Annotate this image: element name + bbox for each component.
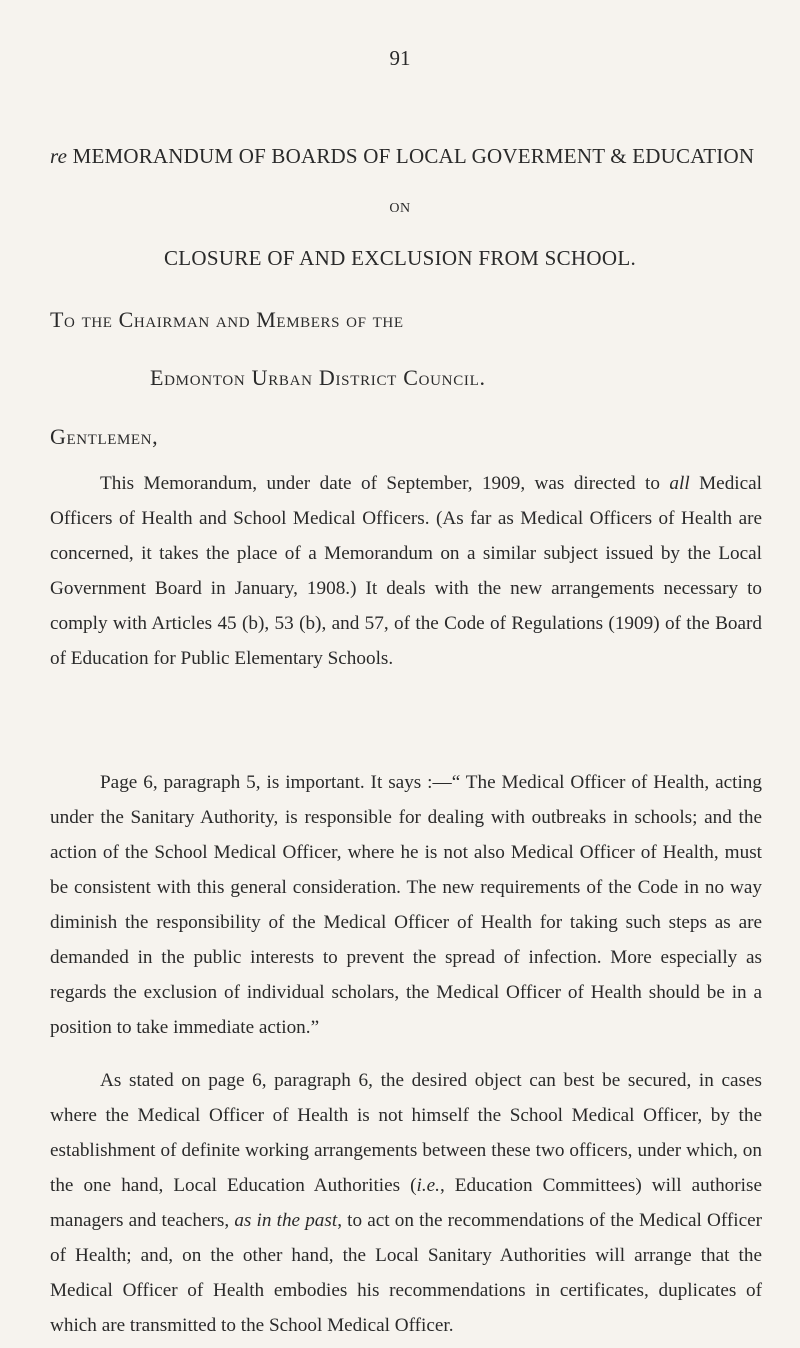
title-prefix-re: re — [50, 144, 68, 168]
addressee-line-2: Edmonton Urban District Council. — [150, 365, 486, 390]
paragraph-3-text-c: , Education Committees) will authorise managers and teachers, — [50, 1175, 762, 1231]
paragraph-3-emphasis-as-in-the-past: as in the past — [234, 1210, 338, 1231]
paragraph-3-text-e: , to act on the recommendations of the Medical Officer of Health; and, on the other hand, the Local Sanitary Authorities will arrange that the Medical Officer of Health embodies his recommendations in certificates, duplicates of which are transmitted to the School Medical Officer. — [50, 1210, 763, 1336]
paragraph-3 — [50, 1063, 762, 1343]
page-number: 91 — [389, 46, 411, 70]
paragraph-1-emphasis-all: all — [669, 473, 690, 494]
paragraph-2: Page 6, paragraph 5, is important. It says :—“ The Medical Officer of Health, acting under the Sanitary Authority, is responsible for dealing with outbreaks in schools; and the action of the School Medical Officer, where he is not also Medical Officer of Health, must be consistent with this general consideration. The new requirements of the Code in no way diminish the responsibility of the Medical Officer of Health for taking such steps as are demanded in the public interests to prevent the spread of infection. More especially as regards the exclusion of individual scholars, the Medical Officer of Health should be in a position to take immediate action.” — [50, 772, 762, 1038]
paragraph-3-text-a: As stated on page 6, paragraph 6, the desired object can best be secured, in cases where the Medical Officer of Health is not himself the School Medical Officer, by the establishment of definite working arrangements between these two officers, under which, on the one hand, Local Education Authorities ( — [50, 1070, 762, 1196]
salutation: Gentlemen, — [50, 424, 159, 449]
title-text: MEMORANDUM OF BOARDS OF LOCAL GOVERMENT & EDUCATION — [72, 144, 755, 168]
paragraph-3-emphasis-ie: i.e. — [416, 1175, 440, 1196]
paragraph-1-text-a: This Memorandum, under date of September, 1909, was directed to — [100, 473, 670, 494]
title-connector-on: ON — [389, 201, 411, 216]
memorandum-subtitle: CLOSURE OF AND EXCLUSION FROM SCHOOL. — [164, 246, 636, 270]
paragraph-1 — [50, 466, 762, 676]
addressee-line-1: To the Chairman and Members of the — [50, 307, 404, 332]
paragraph-1-text-c: Medical Officers of Health and School Medical Officers. (As far as Medical Officers of Health are concerned, it takes the place of a Memorandum on a similar subject issued by the Local Government Board in January, 1908.) It deals with the new arrangements necessary to comply with Articles 45 (b), 53 (b), and 57, of the Code of Regulations (1909) of the Board of Education for Public Elementary Schools. — [50, 473, 762, 669]
memorandum-title — [50, 144, 760, 169]
